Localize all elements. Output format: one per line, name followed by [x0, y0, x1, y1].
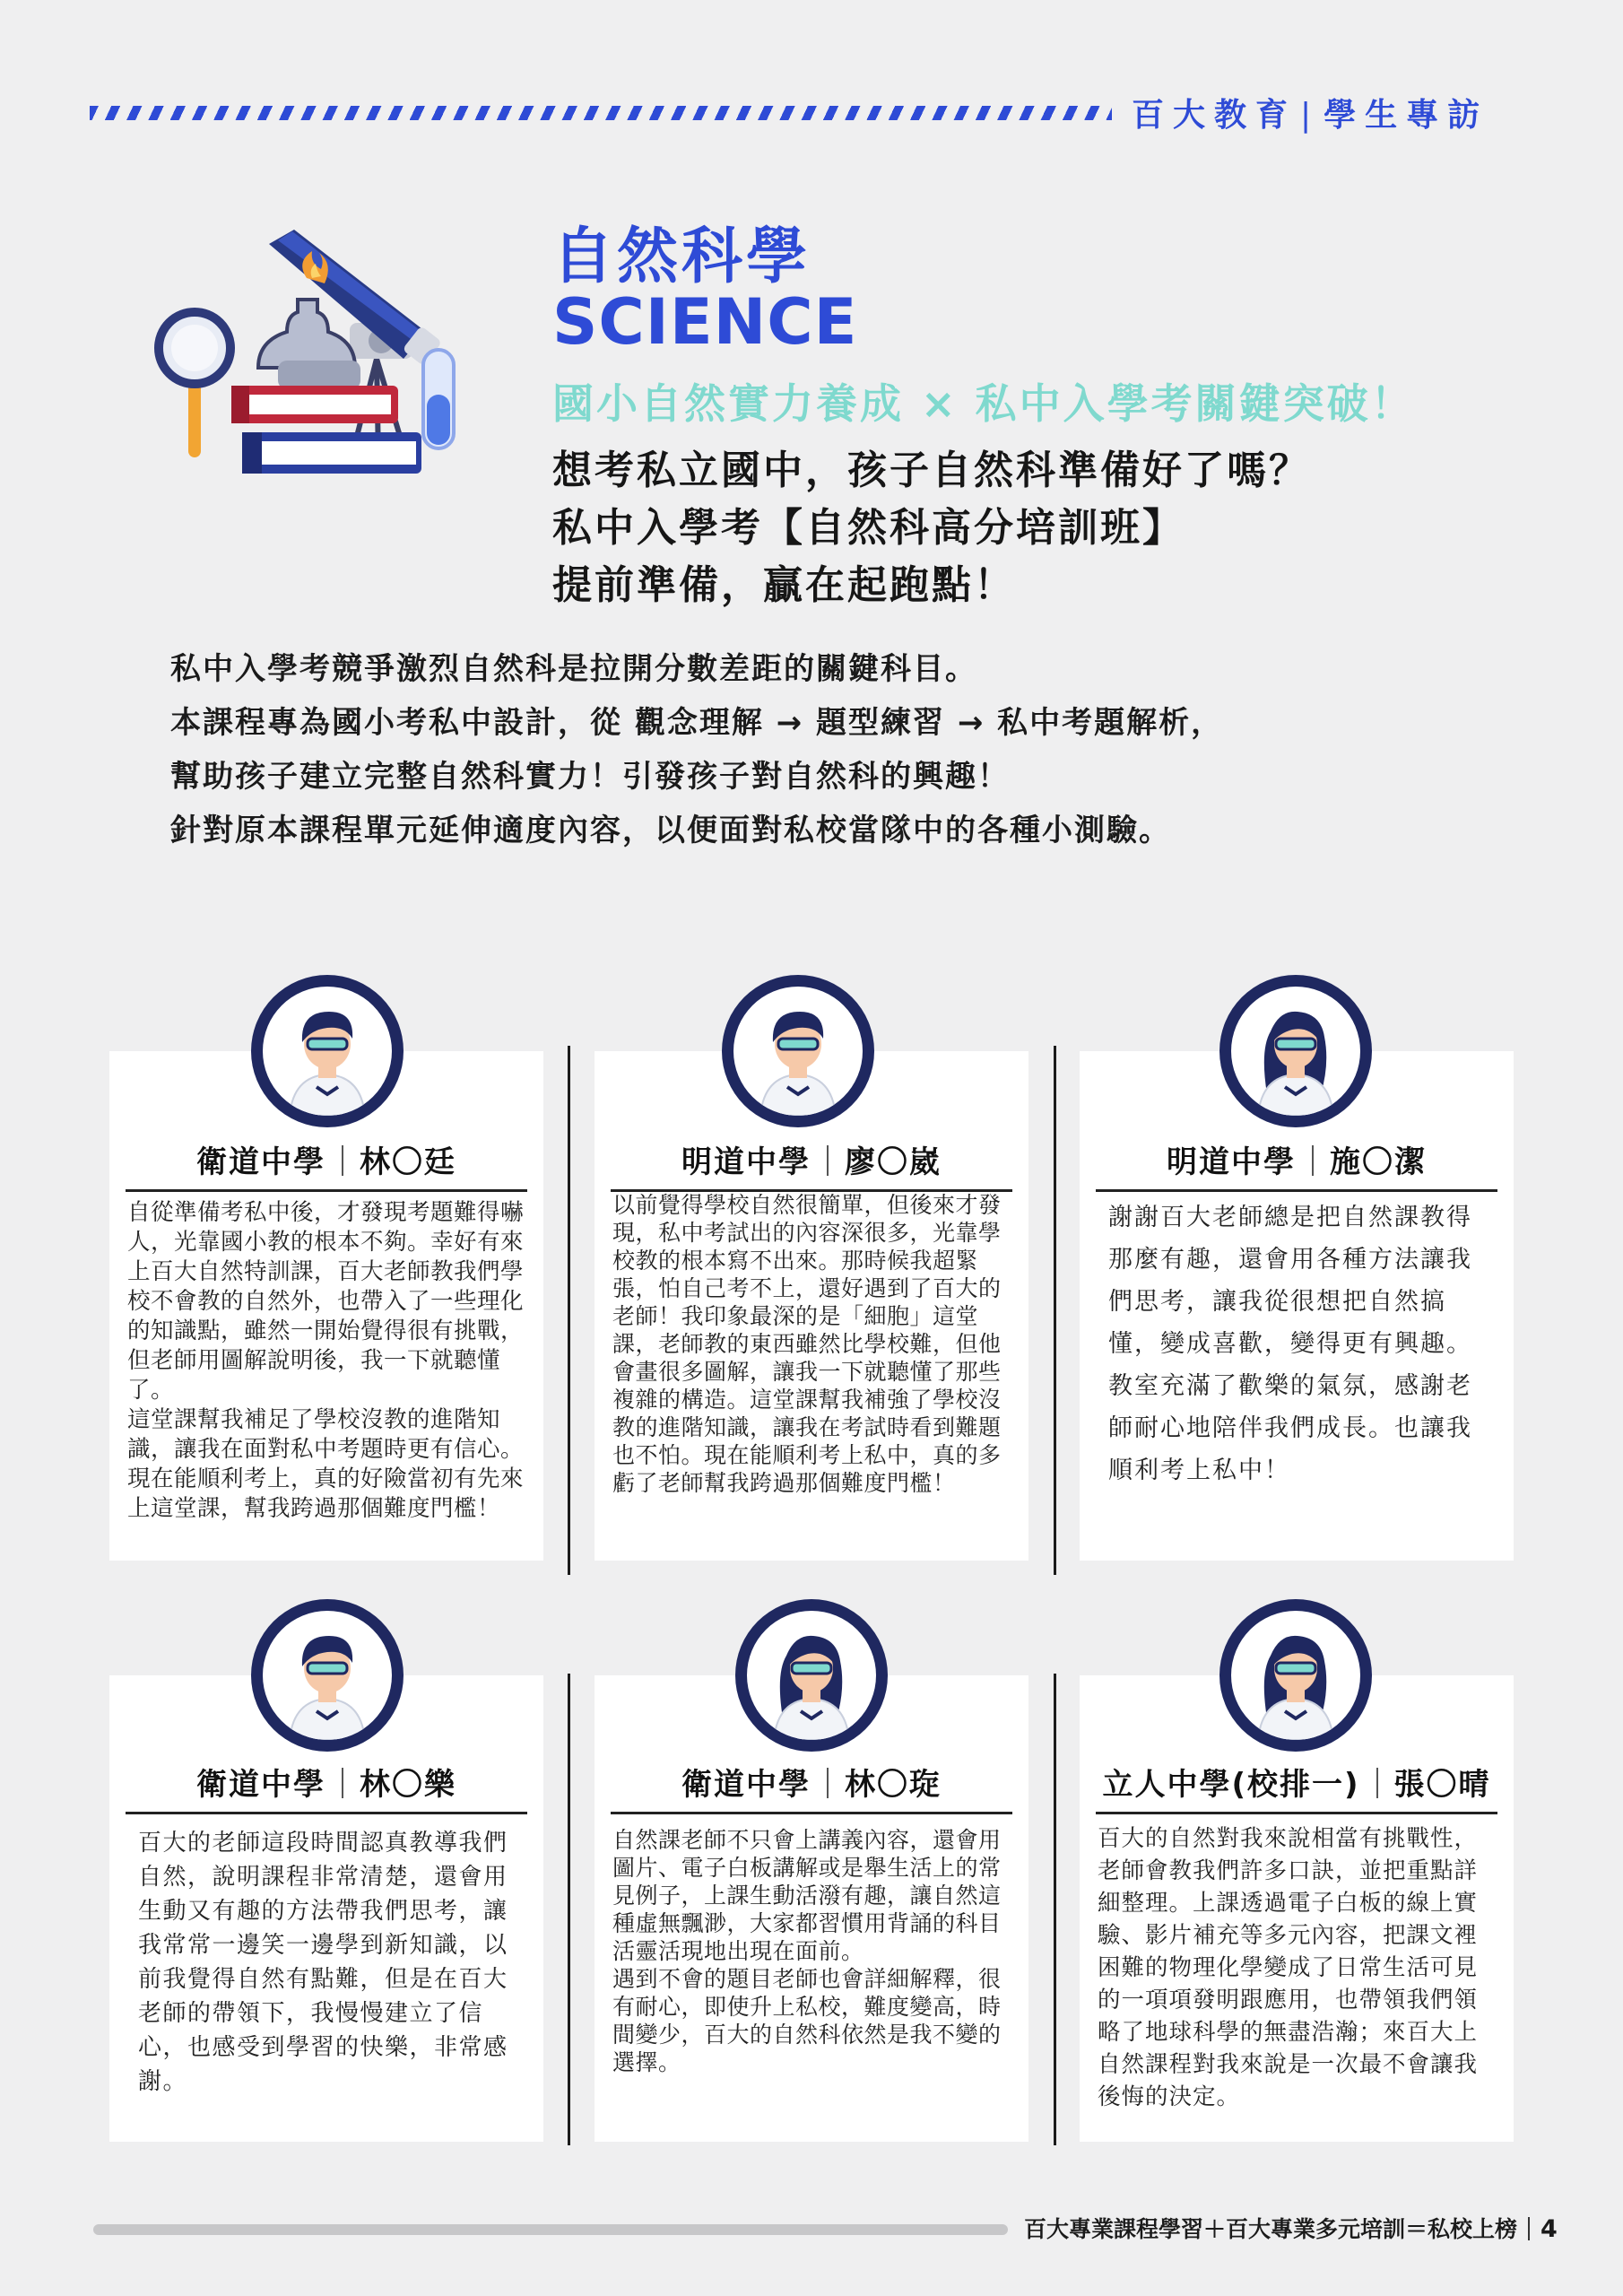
testimonial-text	[1108, 1196, 1494, 1492]
card-title	[109, 1760, 543, 1804]
header-brand: 百大教育	[1132, 97, 1298, 134]
tagline: 國小自然實力養成 × 私中入學考關鍵突破！	[552, 379, 1415, 428]
student-name: 林〇琁	[845, 1767, 942, 1803]
testimonial-paragraph: 百大的自然對我來說相當有挑戰性，老師會教我們許多口訣，並把重點詳細整理。上課透過電子白板的線上實驗、影片補充等多元內容，把課文裡困難的物理化學變成了日常生活可見的一項項發明跟應用，也帶領我們領略了地球科學的無盡浩瀚；來百大上自然課程對我來說是一次最不會讓我後悔的決定。	[1098, 1825, 1479, 2110]
card-rule	[1096, 1189, 1497, 1192]
student-name: 廖〇崴	[845, 1144, 942, 1180]
intro-line: 幫助孩子建立完整自然科實力！引發孩子對自然科的興趣！	[170, 759, 1010, 795]
testimonial-card	[595, 1051, 1028, 1561]
school-name: 衛道中學	[196, 1144, 325, 1180]
testimonial-paragraph: 這堂課幫我補足了學校沒教的進階知識，讓我在面對私中考題時更有信心。現在能順利考上，真的好險當初有先來上這堂課，幫我跨過那個難度門檻！	[127, 1406, 525, 1522]
card-rule	[1096, 1812, 1497, 1814]
intro-line: 針對原本課程單元延伸適度內容，以便面對私校當隊中的各種小測驗。	[170, 813, 1171, 848]
school-name: 衛道中學	[196, 1767, 325, 1803]
science-illustration	[152, 224, 520, 511]
header-section: 學生專訪	[1324, 97, 1489, 134]
card-title	[595, 1760, 1028, 1804]
student-girl-avatar	[735, 1599, 888, 1752]
school-name: 立人中學(校排一)	[1102, 1767, 1360, 1803]
testimonial-paragraph: 自從準備考私中後，才發現考題難得嚇人，光靠國小教的根本不夠。幸好有來上百大自然特訓課，百大老師教我們學校不會教的自然外，也帶入了一些理化的知識點，雖然一開始覺得很有挑戰，但老師用圖解說明後，我一下就聽懂了。	[127, 1199, 525, 1404]
testimonial-text	[138, 1826, 524, 2099]
intro-line: 本課程專為國小考私中設計，從 觀念理解 → 題型練習 → 私中考題解析，	[170, 705, 1224, 741]
card-rule	[126, 1812, 527, 1814]
magnifier-icon	[159, 312, 230, 457]
student-boy-avatar	[722, 975, 874, 1127]
testimonial-paragraph: 百大的老師這段時間認真教導我們自然，說明課程非常清楚，還會用生動又有趣的方法帶我們思考，讓我常常一邊笑一邊學到新知識，以前我覺得自然有點難，但是在百大老師的帶領下，我慢慢建立了信心，也感受到學習的快樂，非常感謝。	[138, 1830, 508, 2095]
student-name: 張〇晴	[1393, 1767, 1491, 1803]
card-title	[1080, 1137, 1514, 1181]
title-en: SCIENCE	[552, 285, 858, 359]
footer	[1024, 2212, 1558, 2244]
student-name: 施〇潔	[1330, 1144, 1427, 1180]
testimonial-card	[1080, 1051, 1514, 1561]
column-divider	[568, 1046, 570, 1575]
student-name: 林〇廷	[360, 1144, 456, 1180]
student-name: 林〇樂	[360, 1767, 456, 1803]
card-title	[109, 1137, 543, 1181]
course-intro	[170, 648, 1444, 863]
hero-line-1: 想考私立國中，孩子自然科準備好了嗎？	[552, 448, 1311, 493]
books-icon	[231, 386, 421, 474]
testimonial-card	[109, 1051, 543, 1561]
student-boy-avatar	[251, 975, 404, 1127]
school-name: 衛道中學	[681, 1767, 811, 1803]
testimonial-paragraph: 以前覺得學校自然很簡單，但後來才發現，私中考試出的內容深很多，光靠學校教的根本寫不出來。那時候我超緊張，怕自己考不上，還好遇到了百大的老師！我印象最深的是「細胞」這堂課，老師教的東西雖然比學校難，但他會畫很多圖解，讓我一下就聽懂了那些複雜的構造。這堂課幫我補強了學校沒教的進階知識，讓我在考試時看到難題也不怕。現在能順利考上私中，真的多虧了老師幫我跨過那個難度門檻！	[612, 1192, 1002, 1496]
footer-slogan: 百大專業課程學習＋百大專業多元培訓＝私校上榜	[1024, 2216, 1518, 2242]
card-title	[595, 1137, 1028, 1181]
testimonial-paragraph: 自然課老師不只會上講義內容，還會用圖片、電子白板講解或是舉生活上的常見例子，上課生動活潑有趣，讓自然這種虛無飄渺，大家都習慣用背誦的科目活靈活現地出現在面前。	[612, 1827, 1002, 1964]
header-stripe	[90, 106, 1112, 120]
testimonial-text	[612, 1191, 1011, 1497]
column-divider	[1054, 1046, 1056, 1575]
card-rule	[611, 1812, 1012, 1814]
hero-line-3: 提前準備，贏在起跑點！	[552, 562, 1016, 608]
testimonial-paragraph: 遇到不會的題目老師也會詳細解釋，很有耐心，即使升上私校，難度變高，時間變少，百大的自然科依然是我不變的選擇。	[612, 1966, 1002, 2075]
card-rule	[126, 1189, 527, 1192]
student-girl-avatar	[1219, 975, 1372, 1127]
test-tube-icon	[423, 350, 454, 448]
column-divider	[1054, 1674, 1056, 2145]
hero-line-2: 私中入學考【自然科高分培訓班】	[552, 505, 1185, 551]
testimonial-paragraph: 謝謝百大老師總是把自然課教得那麼有趣，還會用各種方法讓我們思考，讓我從很想把自然搞懂，變成喜歡，變得更有興趣。教室充滿了歡樂的氣氛，感謝老師耐心地陪伴我們成長。也讓我順利考上私中！	[1108, 1204, 1472, 1484]
testimonial-text	[127, 1198, 525, 1524]
school-name: 明道中學	[1167, 1144, 1296, 1180]
page-number: 4	[1541, 2215, 1558, 2243]
testimonial-text	[612, 1826, 1011, 2076]
student-boy-avatar	[251, 1599, 404, 1752]
column-divider	[568, 1674, 570, 2145]
card-title	[1080, 1760, 1514, 1804]
testimonial-text	[1098, 1822, 1496, 2113]
school-name: 明道中學	[681, 1144, 811, 1180]
header-title: 百大教育 | 學生專訪	[1132, 97, 1489, 134]
student-girl-avatar	[1219, 1599, 1372, 1752]
title-zh: 自然科學	[552, 222, 812, 292]
footer-bar	[93, 2224, 1008, 2235]
intro-line: 私中入學考競爭激烈自然科是拉開分數差距的關鍵科目。	[170, 651, 977, 687]
